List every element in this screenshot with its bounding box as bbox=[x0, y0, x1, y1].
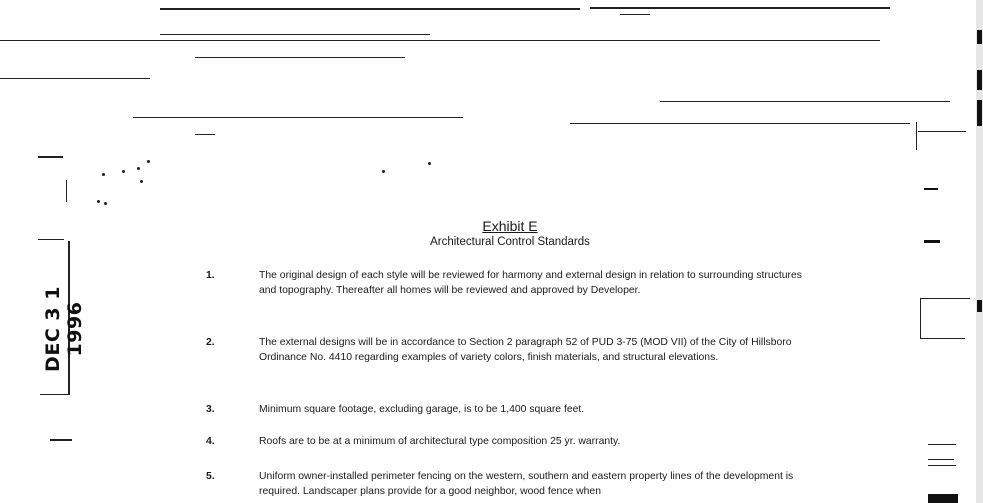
speck bbox=[122, 170, 125, 173]
margin-mark bbox=[928, 465, 956, 466]
margin-mark bbox=[924, 240, 940, 243]
margin-mark bbox=[38, 239, 64, 240]
speck bbox=[137, 167, 140, 170]
margin-mark bbox=[50, 439, 72, 441]
scan-line bbox=[0, 78, 150, 79]
item-text: The original design of each style will be reviewed for harmony and external design in relation to surrounding structures and topography. Thereafter all homes will be reviewed and approved by Developer. bbox=[259, 270, 802, 296]
margin-mark bbox=[920, 298, 970, 299]
item-text: Roofs are to be at a minimum of architectural type composition 25 yr. warranty. bbox=[259, 436, 621, 447]
scan-line bbox=[133, 117, 463, 118]
speck bbox=[97, 200, 100, 203]
margin-mark bbox=[66, 180, 67, 202]
scan-line bbox=[195, 134, 215, 135]
scan-line bbox=[620, 14, 650, 15]
date-stamp bbox=[44, 252, 84, 392]
margin-mark bbox=[920, 338, 965, 339]
scan-line bbox=[195, 57, 405, 58]
item-number: 4. bbox=[206, 436, 215, 447]
date-stamp-text: DEC 3 1 1996 bbox=[42, 286, 86, 372]
margin-mark bbox=[928, 459, 954, 460]
margin-mark bbox=[928, 494, 958, 503]
margin-mark bbox=[920, 298, 921, 338]
edge-mark bbox=[977, 70, 982, 90]
margin-mark bbox=[928, 444, 956, 445]
item-number: 3. bbox=[206, 404, 215, 415]
item-number: 1. bbox=[206, 270, 215, 281]
margin-mark bbox=[918, 131, 966, 132]
margin-mark bbox=[916, 122, 917, 150]
item-text: Minimum square footage, excluding garage, is to be 1,400 square feet. bbox=[259, 404, 585, 415]
item-number: 5. bbox=[206, 471, 215, 482]
margin-mark bbox=[924, 188, 938, 190]
exhibit-title: Exhibit E bbox=[482, 218, 538, 234]
item-number: 2. bbox=[206, 337, 215, 348]
speck bbox=[104, 202, 107, 205]
item-text: The external designs will be in accordance to Section 2 paragraph 52 of PUD 3-75 (MOD VII) of the City of Hillsboro Ordinance No. 4410 regarding examples of variety colors, finish materials, and structural elevations. bbox=[259, 337, 792, 363]
edge-mark bbox=[977, 100, 982, 126]
scan-line bbox=[590, 7, 890, 9]
speck bbox=[147, 160, 150, 163]
scan-line bbox=[570, 123, 910, 124]
edge-mark bbox=[977, 300, 982, 312]
item-text: Uniform owner-installed perimeter fencing on the western, southern and eastern property lines of the development is required. Landscaper plans provide for a good neighbor, wood fence when bbox=[259, 471, 794, 497]
speck bbox=[140, 180, 143, 183]
scan-line bbox=[160, 34, 430, 35]
margin-mark bbox=[38, 156, 63, 158]
exhibit-subtitle: Architectural Control Standards bbox=[430, 236, 590, 248]
scan-line bbox=[660, 101, 950, 102]
speck bbox=[382, 170, 385, 173]
speck bbox=[102, 173, 105, 176]
edge-mark bbox=[977, 30, 982, 44]
speck bbox=[428, 162, 431, 165]
scan-line bbox=[0, 40, 880, 41]
scan-line bbox=[160, 8, 580, 10]
